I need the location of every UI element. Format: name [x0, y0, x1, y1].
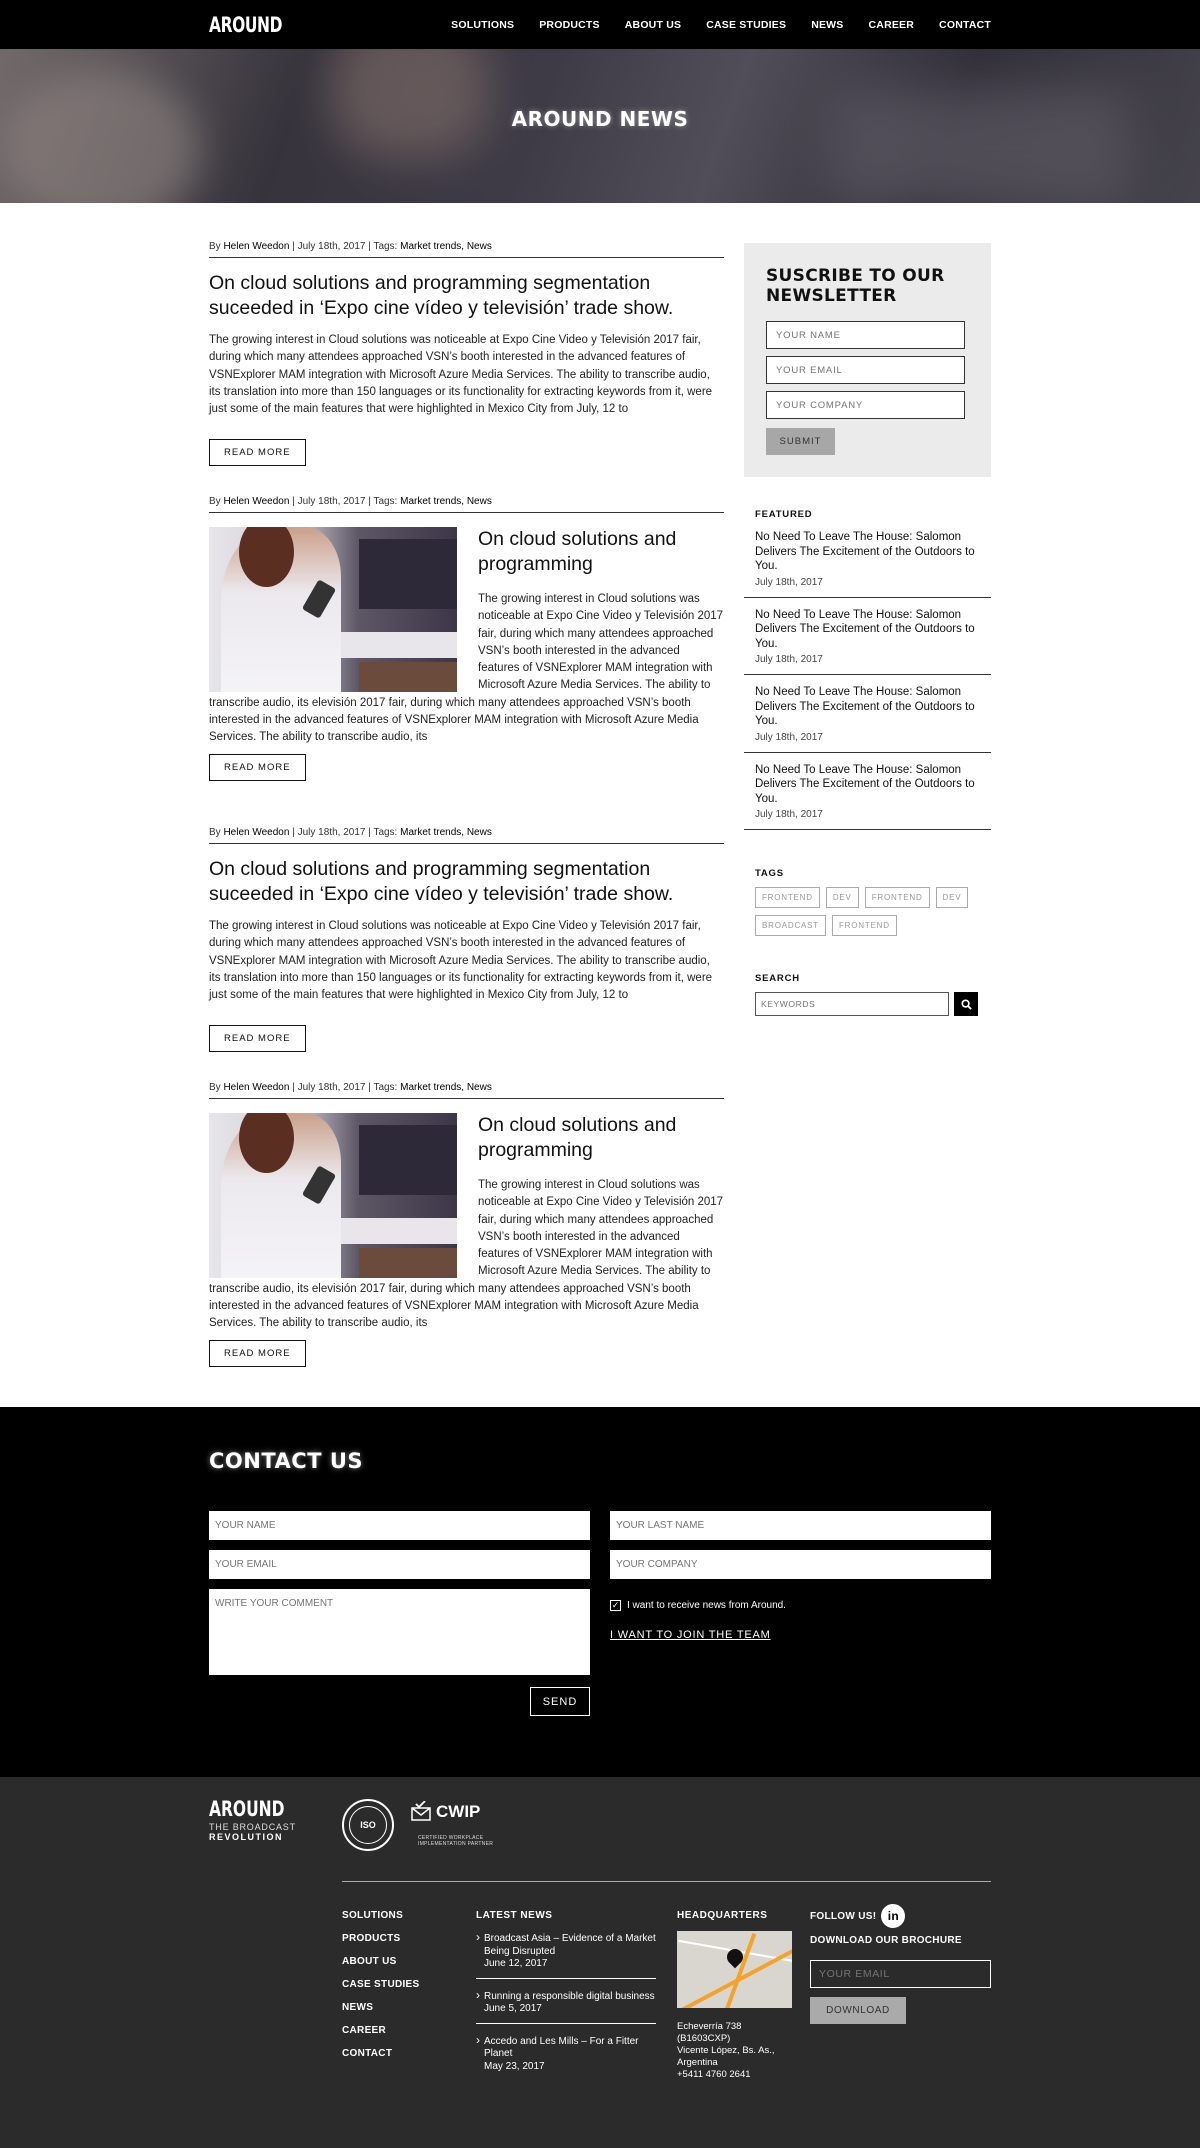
newsletter-name-input[interactable] [766, 321, 965, 349]
main-content [0, 203, 1200, 1407]
tags-link[interactable]: Market trends, News [400, 827, 492, 838]
featured-title[interactable]: No Need To Leave The House: Salomon Delivers The Excitement of the Outdoors to You. [755, 608, 975, 650]
read-more-button[interactable]: READ MORE [209, 754, 306, 781]
download-button[interactable]: DOWNLOAD [810, 1997, 906, 2024]
featured-title[interactable]: No Need To Leave The House: Salomon Delivers The Excitement of the Outdoors to You. [755, 531, 975, 572]
contact-company-input[interactable] [610, 1550, 991, 1579]
sidebar [744, 243, 991, 1016]
featured-item[interactable] [744, 753, 991, 831]
location-map[interactable] [677, 1931, 792, 2008]
article-card [209, 496, 724, 781]
newsletter-box [744, 243, 991, 477]
tag-chip[interactable]: DEV [826, 887, 859, 908]
article-meta: By Helen Weedon | July 18th, 2017 | Tags: Market trends, News [209, 496, 724, 513]
featured-title[interactable]: No Need To Leave The House: Salomon Delivers The Excitement of the Outdoors to You. [755, 686, 975, 727]
contact-email-input[interactable] [209, 1550, 590, 1579]
read-more-button[interactable]: READ MORE [209, 1025, 306, 1052]
follow-and-brochure [810, 1904, 991, 2024]
article-card [209, 827, 724, 1052]
article-image[interactable] [209, 1113, 457, 1278]
featured-date: July 18th, 2017 [755, 576, 823, 588]
footer-nav-career[interactable]: CAREER [342, 2025, 387, 2036]
author-link[interactable]: Helen Weedon [223, 241, 290, 252]
article-meta: By Helen Weedon | July 18th, 2017 | Tags: Market trends, News [209, 1082, 724, 1099]
newsletter-email-input[interactable] [766, 356, 965, 384]
article-card [209, 1082, 724, 1367]
featured-item[interactable] [744, 675, 991, 753]
article-meta: By Helen Weedon | July 18th, 2017 | Tags: Market trends, News [209, 827, 724, 844]
envelope-check-icon [410, 1801, 432, 1823]
send-button[interactable]: SEND [530, 1687, 590, 1716]
article-excerpt: The growing interest in Cloud solutions was noticeable at Expo Cine Video y Televisión 2017 fair, during which many attendees approached VSN’s booth interested in the advanced features of VSNExplorer MAM integration with Microsoft Azure Media Services. The ability to transcribe audio, its translation into more than 150 languages or its functionality for extracting keywords from it, were just some of the main features that were highlighted in Mexico City from July, 12 to [209, 334, 713, 416]
article-card [209, 241, 724, 466]
top-navigation [0, 0, 1200, 49]
headquarters [677, 1910, 797, 2081]
search-icon [961, 999, 972, 1010]
article-title[interactable]: On cloud solutions and programming segmentation suceeded in ‘Expo cine vídeo y televisión’ trade show. [209, 272, 674, 319]
tags-heading: TAGS [755, 868, 784, 879]
contact-section [0, 1407, 1200, 1777]
newsletter-checkbox-row[interactable] [610, 1600, 786, 1611]
author-link[interactable]: Helen Weedon [223, 496, 290, 507]
search-form [744, 984, 991, 1016]
featured-date: July 18th, 2017 [755, 654, 823, 665]
cwip-badge: CWIP CERTIFIED WORKPLACE IMPLEMENTATION PARTNER [410, 1801, 480, 1823]
main-menu [451, 19, 991, 31]
nav-item-solutions[interactable]: SOLUTIONS [451, 18, 515, 31]
hero-banner [0, 49, 1200, 203]
featured-title[interactable]: No Need To Leave The House: Salomon Delivers The Excitement of the Outdoors to You. [755, 763, 975, 805]
nav-item-career[interactable]: CAREER [868, 18, 915, 31]
footer [0, 1777, 1200, 2148]
contact-title: CONTACT US [209, 1449, 364, 1473]
footer-logo[interactable]: AROUND THE BROADCAST REVOLUTION [209, 1797, 296, 1842]
tag-chip[interactable]: FRONTEND [832, 915, 897, 936]
footer-navigation [342, 1910, 420, 2071]
contact-last-name-input[interactable] [610, 1511, 991, 1540]
checkbox[interactable]: ✓ [611, 1600, 620, 1610]
follow-label: FOLLOW US! [810, 1910, 877, 1922]
search-input[interactable] [755, 992, 949, 1016]
tag-chip[interactable]: DEV [936, 887, 969, 908]
checkbox-label: I want to receive news from Around. [627, 1600, 786, 1611]
nav-item-contact[interactable]: CONTACT [939, 18, 991, 31]
article-title[interactable]: On cloud solutions and programming [478, 528, 677, 575]
featured-date: July 18th, 2017 [755, 809, 823, 820]
contact-name-input[interactable] [209, 1511, 590, 1540]
tags-link[interactable]: Market trends, News [400, 241, 492, 252]
contact-comment-textarea[interactable] [209, 1589, 590, 1675]
logo[interactable]: AROUND [209, 12, 283, 37]
featured-heading: FEATURED [755, 509, 813, 520]
headquarters-address: Echeverría 738 (B1603CXP) Vicente López, Bs. As., Argentina +5411 4760 2641 [677, 2021, 775, 2080]
article-title[interactable]: On cloud solutions and programming [478, 1114, 677, 1161]
footer-nav-case-studies[interactable]: CASE STUDIES [342, 1979, 420, 1990]
search-button[interactable] [954, 992, 978, 1016]
brochure-email-input[interactable] [810, 1960, 991, 1988]
newsletter-submit-button[interactable]: SUBMIT [766, 428, 835, 455]
featured-date: July 18th, 2017 [755, 731, 823, 743]
page-title: AROUND NEWS [511, 107, 689, 131]
nav-item-news[interactable]: NEWS [811, 18, 844, 31]
linkedin-icon[interactable]: in [881, 1904, 905, 1928]
tag-chip[interactable]: BROADCAST [755, 915, 826, 936]
footer-nav-about-us[interactable]: ABOUT US [342, 1956, 397, 1967]
brochure-heading: DOWNLOAD OUR BROCHURE [810, 1935, 962, 1946]
tags-link[interactable]: Market trends, News [400, 496, 492, 507]
read-more-button[interactable]: READ MORE [209, 1340, 306, 1367]
join-team-link[interactable]: I WANT TO JOIN THE TEAM [610, 1629, 771, 1641]
article-image[interactable] [209, 527, 457, 692]
author-link[interactable]: Helen Weedon [223, 1082, 290, 1093]
newsletter-title: SUSCRIBE TO OUR NEWSLETTER [766, 266, 945, 306]
footer-nav-products[interactable]: PRODUCTS [342, 1933, 401, 1944]
headquarters-heading: HEADQUARTERS [677, 1910, 768, 1921]
iso-certified-badge: ISO [342, 1799, 394, 1851]
tag-chip[interactable]: FRONTEND [865, 887, 930, 908]
nav-item-products[interactable]: PRODUCTS [539, 18, 600, 31]
nav-item-about-us[interactable]: ABOUT US [624, 18, 682, 31]
featured-item[interactable] [744, 598, 991, 676]
footer-nav-solutions[interactable]: SOLUTIONS [342, 1910, 404, 1921]
read-more-button[interactable]: READ MORE [209, 439, 306, 466]
article-excerpt: The growing interest in Cloud solutions was noticeable at Expo Cine Video y Televisión 2017 fair, during which many attendees approached VSN’s booth interested in the advanced features of VSNExplorer MAM integration with Microsoft Azure Media Services. The ability to transcribe audio, its translation into more than 150 languages or its functionality for extracting keywords from it, were just some of the main features that were highlighted in Mexico City from July, 12 to [209, 920, 713, 1002]
tags-link[interactable]: Market trends, News [400, 1082, 492, 1093]
latest-news [476, 1910, 656, 2080]
latest-news-item[interactable]: › Broadcast Asia – Evidence of a Market Being Disrupted June 12, 2017 [476, 1927, 656, 1979]
search-heading: SEARCH [755, 973, 800, 984]
footer-nav-news[interactable]: NEWS [342, 2002, 374, 2013]
nav-item-case-studies[interactable]: CASE STUDIES [706, 18, 787, 31]
featured-item[interactable] [744, 520, 991, 598]
author-link[interactable]: Helen Weedon [223, 827, 290, 838]
latest-news-item[interactable]: › Accedo and Les Mills – For a Fitter Planet May 23, 2017 [476, 2030, 656, 2081]
footer-nav-contact[interactable]: CONTACT [342, 2048, 393, 2059]
article-excerpt: The growing interest in Cloud solutions was noticeable at Expo Cine Video y Televisión 2017 fair, during which many attendees approached VSN’s booth interested in the advanced features of VSNExplorer MAM integration with Microsoft Azure Media Services. The ability to transcribe audio, its elevisión 2017 fair, during which many attendees approached VSN’s booth interested in the advanced features of VSNExplorer MAM integration with Microsoft Azure Media Services. The ability to transcribe audio, its [209, 1179, 724, 1330]
latest-news-item[interactable]: › Running a responsible digital business June 5, 2017 [476, 1985, 656, 2024]
latest-news-heading: LATEST NEWS [476, 1910, 553, 1921]
article-title[interactable]: On cloud solutions and programming segmentation suceeded in ‘Expo cine vídeo y televisión’ trade show. [209, 858, 674, 905]
article-meta: By Helen Weedon | July 18th, 2017 | Tags: Market trends, News [209, 241, 724, 258]
newsletter-company-input[interactable] [766, 391, 965, 419]
tag-chip[interactable]: FRONTEND [755, 887, 820, 908]
tag-list [744, 879, 991, 936]
article-excerpt: The growing interest in Cloud solutions was noticeable at Expo Cine Video y Televisión 2017 fair, during which many attendees approached VSN’s booth interested in the advanced features of VSNExplorer MAM integration with Microsoft Azure Media Services. The ability to transcribe audio, its elevisión 2017 fair, during which many attendees approached VSN’s booth interested in the advanced features of VSNExplorer MAM integration with Microsoft Azure Media Services. The ability to transcribe audio, its [209, 593, 724, 744]
